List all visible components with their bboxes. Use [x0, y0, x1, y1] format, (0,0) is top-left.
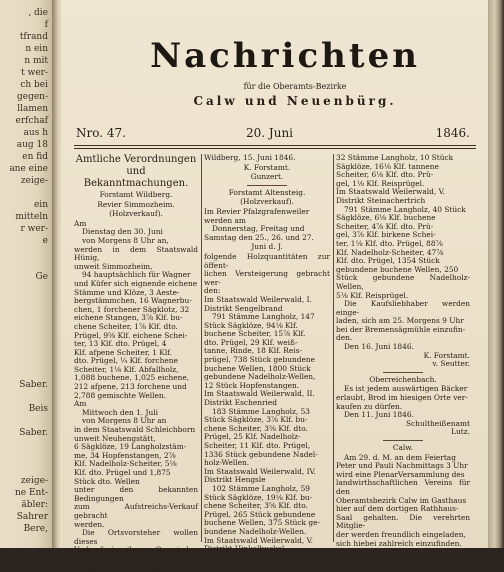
article-line: Saal gehalten. Die verehrten Mitglie- [336, 512, 470, 531]
article-line: Mittwoch den 1. Juli [82, 407, 158, 417]
left-page-text-fragment: n mit [24, 56, 48, 66]
article-line: Distrikt Sengelbrand [204, 303, 283, 313]
article-line: K. Forstamt. [243, 162, 291, 172]
article-line: 1,088 buchene, 1,025 eichene, [74, 373, 190, 383]
article-line: zum Aufstreichs-Verkauf gebracht [74, 502, 198, 520]
book-gutter [52, 0, 62, 548]
article-line: Calw. [392, 443, 414, 452]
article-line: K. Forstamt. [423, 350, 470, 360]
article-line: Bekanntmachungen. [83, 178, 189, 189]
left-page-text-fragment: mitteln [15, 212, 48, 222]
article-line: Stück Sägklöze, 19⅛ Klf. bu- [204, 492, 313, 502]
article-line: 791 Stämme Langholz, 40 Stück [344, 204, 466, 214]
article-line: 102 Stämme Langholz, 59 [212, 483, 311, 493]
article-line: Klf. Nadelholz-Scheiter, 5⅛ [74, 459, 177, 469]
article-line: 2,788 gemischte Wellen. [74, 390, 166, 400]
article-line: bergstämmchen, 16 Wagnerbu- [74, 296, 192, 306]
article-line: hier auf dem dortigen Rathhaus- [336, 504, 459, 514]
article-line: Amtliche Verordnungen und [75, 154, 197, 177]
article-line: Oberamtsbezirk Calw im Gasthaus [336, 495, 467, 505]
article-line: werden in dem Staatswald Hünig, [74, 244, 198, 263]
article-line: wird eine PlenarVersammlung des [336, 469, 465, 479]
article-line: unter den bekannten Bedingungen [74, 485, 198, 503]
article-line: zeitig bekannt machen lassen. [74, 562, 188, 572]
article-line: gel, 3⅞ Klf. birkene Schei- [336, 230, 436, 240]
left-page-text-fragment: r wer- [20, 224, 48, 234]
article-line: unweit Simmozheim, [74, 261, 153, 271]
left-page-text-fragment: Sahrer [16, 512, 48, 522]
left-page-text-fragment: zeige- [20, 176, 48, 186]
article-line: Stück dto. Wellen [74, 476, 140, 486]
article-line: Dienstag den 30. Juni [82, 227, 163, 237]
left-page-text-fragment: ane eine [9, 164, 48, 174]
left-page-text-fragment: ein [33, 200, 48, 210]
article-line: 6 Sägklöze, 19 Langholzstäm- [74, 442, 187, 452]
article-line: Stück gebundene Nadelholz-Wellen, [336, 273, 470, 291]
masthead-subtitle: für die Oberamts-Bezirke [243, 82, 347, 91]
article-line: Distrikt Hinkelbuckel [204, 544, 285, 554]
article-line: Klf. dto. Prügel und 1,875 [74, 468, 171, 477]
article-line: 791 Stämme Langholz, 147 [212, 312, 315, 322]
article-line: laden, sich am 25. Morgens 9 Uhr [336, 316, 464, 326]
article-line: prügel, 738 Stück gebundene [204, 355, 316, 365]
article-line: gebundene buchene Wellen, 250 [336, 264, 459, 274]
article-line: von Morgens 8 Uhr an, [82, 235, 169, 245]
article-line: buchene Scheiter, 15⅞ Klf. [204, 329, 306, 339]
article-line: Prügel, 265 Stück gebundene [204, 509, 316, 519]
article-line: Gunzert. [250, 172, 284, 182]
left-page [0, 0, 52, 548]
article-line: Prügel, 25 Klf. Nadelholz- [204, 432, 301, 442]
article-line: Am [74, 399, 87, 409]
left-page-text-fragment: Bere, [23, 524, 48, 534]
article-separator [383, 440, 423, 441]
article-line: Im Staatswald Weilerwald, V. [336, 187, 445, 197]
left-page-text-fragment: f [44, 20, 48, 30]
article-line: landwirthschaftlichen Vereins für den [336, 478, 470, 496]
left-page-text-fragment: gegen- [16, 92, 48, 102]
article-line: Distrikt Hengsle [204, 475, 266, 485]
left-page-text-fragment: , die [28, 8, 48, 18]
left-page-text-fragment: Ge [35, 272, 48, 282]
article-line: 212 afpene, 213 forchene und [74, 382, 187, 392]
issue-year: 1846. [435, 126, 470, 140]
column-rule [333, 154, 334, 542]
article-line: Im Revier Pfalzgrafenweiler [204, 206, 310, 216]
article-line: 12 Stück Hopfenstangen. [204, 380, 300, 390]
article-line: chene Scheiter, 3⅝ Klf. dto. [204, 501, 308, 511]
article-line: Prügel, 9⅝ Klf. eichene Schei- [74, 330, 188, 340]
article-line: tanne, Rinde, 18 Klf. Reis- [204, 346, 302, 356]
article-line: folgende Holzquantitäten zur öffent- [204, 251, 330, 270]
article-line: Wildberg, 15. Juni 1846. [204, 153, 296, 162]
article-line: Klf. afpene Scheiter, 1 Klf. [74, 347, 173, 357]
article-line: Klf. dto. Prügel, 1354 Stück [336, 256, 440, 266]
article-line: in dem Staatswald Schleichborn [74, 425, 196, 435]
article-line: Donnerstag, Freitag und [212, 224, 305, 234]
article-line: Den 11. Juni 1846. [344, 410, 414, 420]
article-line: Stämme und Klöze, 3 Aeste- [74, 287, 180, 297]
article-line: Forstamt Altensteig. [228, 187, 306, 197]
article-line: Verkauf in ihren Gemeinden recht- [74, 545, 198, 563]
left-page-text-fragment: e [42, 236, 48, 246]
column-rule [201, 154, 202, 542]
article-line: Stück Sägklöze, 94⅛ Klf. [204, 320, 298, 330]
article-line: der werden freundlich eingeladen, [336, 529, 466, 539]
article-line: sich hiebei zahlreich einzufinden. [336, 538, 462, 548]
left-page-text-fragment: tfrand [19, 32, 48, 42]
left-page-text-fragment: t wer- [21, 68, 48, 78]
left-page-text-fragment: n ein [25, 44, 48, 54]
left-page-text-fragment: ne Ent- [14, 488, 48, 498]
header-rule-thin [74, 148, 476, 149]
masthead [62, 36, 488, 108]
left-page-text-fragment: Beis [28, 404, 48, 414]
article-line: 5⅛ Klf. Reisprügel. [336, 290, 409, 300]
article-line: (Holzverkauf). [109, 209, 163, 219]
left-page-text-fragment: zeige- [20, 476, 48, 486]
article-line: Distrikt Eschenried [204, 398, 277, 408]
article-line: Klf. Nadelholz-Scheiter, 47⅞ [336, 247, 444, 257]
dateline [76, 126, 474, 144]
article-line: Sägklöze, 16⅛ Klf. tannene [336, 161, 439, 171]
article-line: buchene Wellen, 375 Stück ge- [204, 518, 320, 528]
column-2 [204, 153, 330, 554]
article-line: von Morgens 8 Uhr an [82, 416, 167, 426]
article-line: eichene Stangen, 3⅞ Klf. bu- [74, 313, 183, 323]
article-line: bundene Nadelholz-Wellen. [204, 526, 307, 536]
article-line: Oberreichenbach. [369, 374, 437, 384]
newspaper-page [62, 0, 488, 572]
article-line: Im Staatswald Weilerwald, II. [204, 389, 315, 399]
article-line: me, 34 Hopfenstangen, 2⅞ [74, 450, 176, 460]
article-line: und Küfer sich eignende eichene [74, 278, 198, 288]
article-line: Revier Simmozheim. [97, 199, 175, 209]
article-line: Am 29. d. M. an dem Feiertag [344, 452, 456, 462]
article-line: chene Scheiter, 1⅞ Klf. dto. [74, 321, 178, 331]
article-line: den. [336, 333, 353, 343]
article-line: 94 hauptsächlich für Wagner [82, 270, 191, 280]
left-page-text-fragment: en fid [22, 152, 48, 162]
left-page-text-fragment: erfchaf [15, 116, 48, 126]
article-line: Scheiter, 6⅛ Klf. dto. Prü- [336, 170, 434, 180]
left-page-text-fragment: aug 18 [16, 140, 48, 150]
article-line: Forstamt Wildberg. [99, 190, 173, 199]
left-page-text-fragment: llamen [17, 104, 48, 114]
article-line: Die Kaufsliebhaber werden einge- [336, 299, 470, 317]
article-line: gebundene Nadelholz-Wellen, [204, 372, 316, 382]
article-line: (Holzverkauf). [240, 197, 294, 207]
article-line: Schultheißenamt [405, 418, 470, 428]
masthead-title: Nachrichten [150, 36, 420, 76]
article-line: kaufen zu dürfen. [336, 401, 403, 411]
article-line: holz-Wellen. [204, 458, 250, 468]
article-separator [247, 185, 287, 186]
article-line: Am [74, 218, 87, 228]
article-line: Sägklöze, 6⅛ Klf. buchene [336, 213, 436, 223]
article-line: werden am [204, 215, 246, 225]
article-line: Im Staatswald Weilerwald, I. [204, 294, 312, 304]
article-line: Distrikt Steinachertrich [336, 195, 426, 205]
article-line: ter, 13 Klf. dto. Prügel, 4 [74, 339, 167, 349]
article-line: ter, 1⅛ Klf. dto. Prügel, 88⅞ [336, 238, 443, 248]
article-line: Scheiter, 1⅛ Klf. Abfallholz, [74, 364, 179, 374]
article-line: buchene Wellen, 1800 Stück [204, 363, 311, 373]
left-page-text-fragment: Saber. [19, 380, 48, 390]
column-3 [336, 153, 470, 548]
article-line: chene Scheiter, 3⅜ Klf. dto. [204, 423, 308, 433]
article-line: lichen Versteigerung gebracht wer- [204, 269, 330, 287]
article-line: den: [204, 286, 221, 296]
article-line: 183 Stämme Langholz, 53 [212, 406, 311, 416]
article-line: Stück Sägklöze, 3⅞ Klf. bu- [204, 415, 308, 425]
article-line: v. Seutter. [432, 359, 470, 369]
article-line: Scheiter, 4⅞ Klf. dto. Prü- [336, 221, 434, 231]
left-page-text-fragment: äbler: [21, 500, 48, 510]
masthead-region: Calw und Neuenbürg. [193, 94, 397, 108]
article-line: Im Staatswald Weilerwald, IV. [204, 466, 316, 476]
page-edges [488, 0, 504, 548]
header-rule [74, 145, 476, 146]
issue-date: 20. Juni [246, 126, 294, 140]
article-line: Die Ortsvorsteher wollen dieses [74, 528, 198, 546]
article-line: werden. [74, 519, 105, 529]
left-page-text-fragment: aus h [23, 128, 48, 138]
article-line: bei der Bremensägmühle einzufin- [336, 324, 466, 334]
article-line: Scheiter, 11 Klf. dto. Prügel, [204, 441, 311, 450]
article-line: Juni d. J. [251, 242, 283, 252]
article-line: gel, 1⅛ Klf. Reisprügel. [336, 178, 425, 188]
article-line: 1336 Stück gebundene Nadel- [204, 449, 318, 459]
article-line: chen, 1 forchener Sägklotz, 32 [74, 304, 190, 314]
article-separator [383, 372, 423, 373]
article-line: erlaubt, Brod im hiesigen Orte ver- [336, 393, 468, 403]
article-line: unweit Neuhengstätt, [74, 433, 156, 443]
left-page-text-fragment: Saber. [19, 428, 48, 438]
article-line: Peter und Pauli Nachmittags 3 Uhr [336, 461, 468, 471]
article-line: 32 Stämme Langholz, 10 Stück [336, 153, 454, 162]
article-line: Im Staatswald Weilerwald, V. [204, 535, 313, 545]
issue-number: Nro. 47. [76, 126, 126, 140]
article-line: Es ist jedem auswärtigen Bäcker [344, 384, 468, 394]
article-line: Samstag den 25., 26. und 27. [204, 232, 314, 242]
article-line: Lutz. [451, 427, 470, 437]
article-line: dto. Prügel, 29 Klf. weiß- [204, 337, 298, 347]
left-page-text-fragment: ch bei [20, 80, 48, 90]
article-line: dto. Prügel, ¼ Klf. forchene [74, 356, 178, 366]
article-line: Den 16. Juni 1846. [344, 342, 414, 352]
column-1 [74, 154, 198, 572]
